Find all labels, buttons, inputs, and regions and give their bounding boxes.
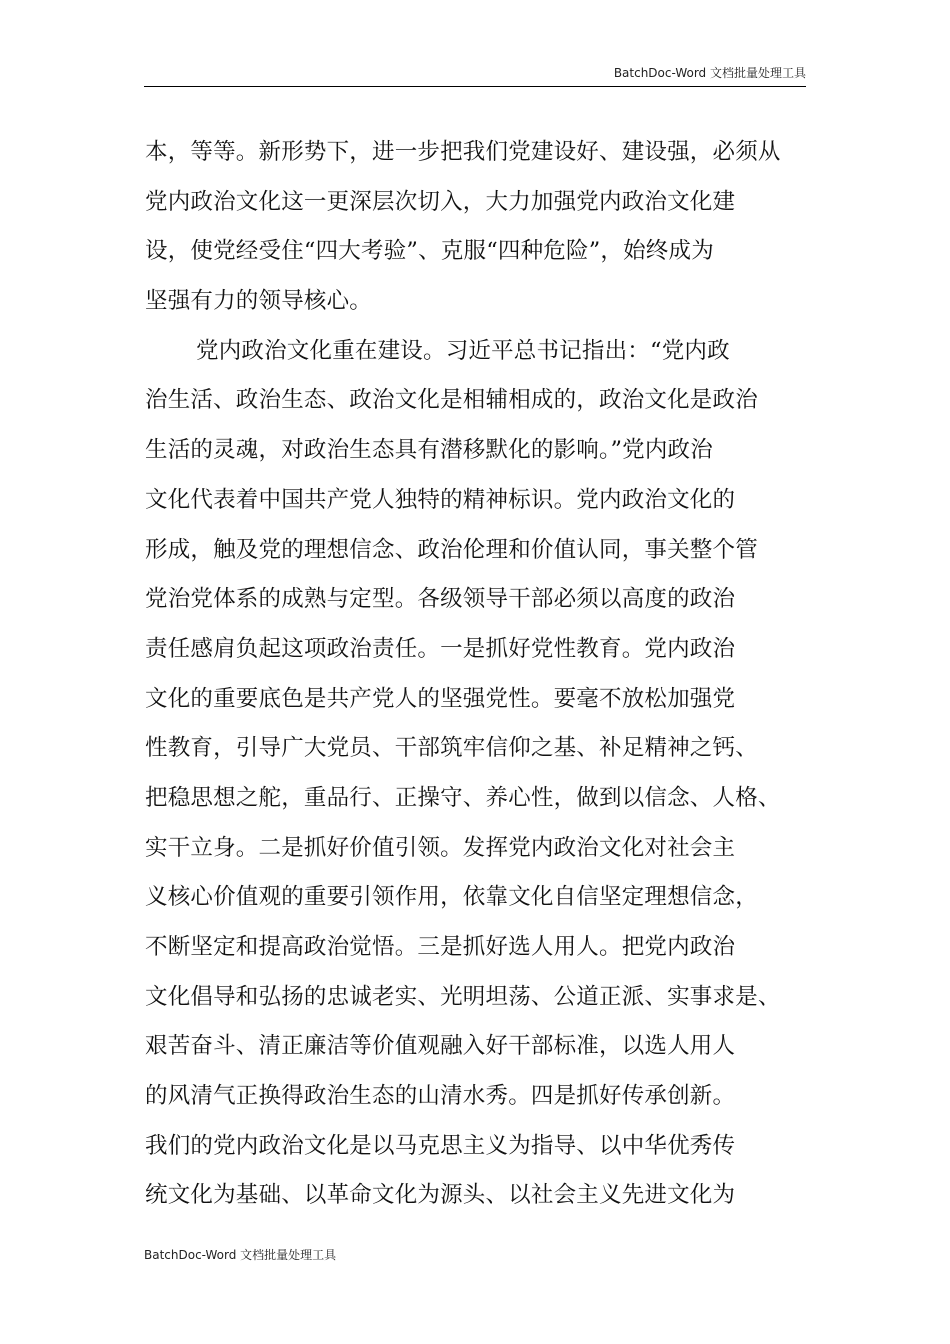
body-line: 设，使党经受住“四大考验”、克服“四种危险”，始终成为	[145, 238, 714, 265]
body-line: 党治党体系的成熟与定型。各级领导干部必须以高度的政治	[145, 586, 736, 613]
body-line: 义核心价值观的重要引领作用，依靠文化自信坚定理想信念，	[145, 884, 758, 911]
body-line: 文化的重要底色是共产党人的坚强党性。要毫不放松加强党	[145, 685, 736, 712]
body-line: 生活的灵魂，对政治生态具有潜移默化的影响。”党内政治	[145, 437, 713, 464]
body-line: 我们的党内政治文化是以马克思主义为指导、以中华优秀传	[145, 1132, 736, 1159]
document-body	[145, 132, 810, 1225]
body-line: 艰苦奋斗、清正廉洁等价值观融入好干部标准，以选人用人	[145, 1033, 736, 1060]
body-line: 责任感肩负起这项政治责任。一是抓好党性教育。党内政治	[145, 635, 736, 662]
body-line: 治生活、政治生态、政治文化是相辅相成的，政治文化是政治	[145, 387, 758, 414]
body-line: 党内政治文化这一更深层次切入，大力加强党内政治文化建	[145, 188, 736, 215]
body-line: 文化倡导和弘扬的忠诚老实、光明坦荡、公道正派、实事求是、	[145, 983, 781, 1010]
page-footer: BatchDoc-Word 文档批量处理工具	[144, 1248, 337, 1262]
header-text: BatchDoc-Word 文档批量处理工具	[613, 66, 806, 80]
body-line: 统文化为基础、以革命文化为源头、以社会主义先进文化为	[145, 1182, 736, 1209]
body-line: 坚强有力的领导核心。	[145, 288, 373, 315]
body-line: 的风清气正换得政治生态的山清水秀。四是抓好传承创新。	[145, 1083, 736, 1110]
paragraph-first-line: 党内政治文化重在建设。习近平总书记指出：“党内政	[196, 337, 730, 364]
body-line: 实干立身。二是抓好价值引领。发挥党内政治文化对社会主	[145, 834, 736, 861]
body-line: 不断坚定和提高政治觉悟。三是抓好选人用人。把党内政治	[145, 934, 736, 960]
page-header	[144, 62, 806, 87]
body-line: 把稳思想之舵，重品行、正操守、养心性，做到以信念、人格、	[145, 784, 781, 811]
body-line: 文化代表着中国共产党人独特的精神标识。党内政治文化的	[145, 486, 736, 513]
body-line: 本，等等。新形势下，进一步把我们党建设好、建设强，必须从	[145, 139, 781, 165]
body-line: 性教育，引导广大党员、干部筑牢信仰之基、补足精神之钙、	[145, 735, 758, 762]
body-line: 形成，触及党的理想信念、政治伦理和价值认同，事关整个管	[145, 536, 758, 563]
